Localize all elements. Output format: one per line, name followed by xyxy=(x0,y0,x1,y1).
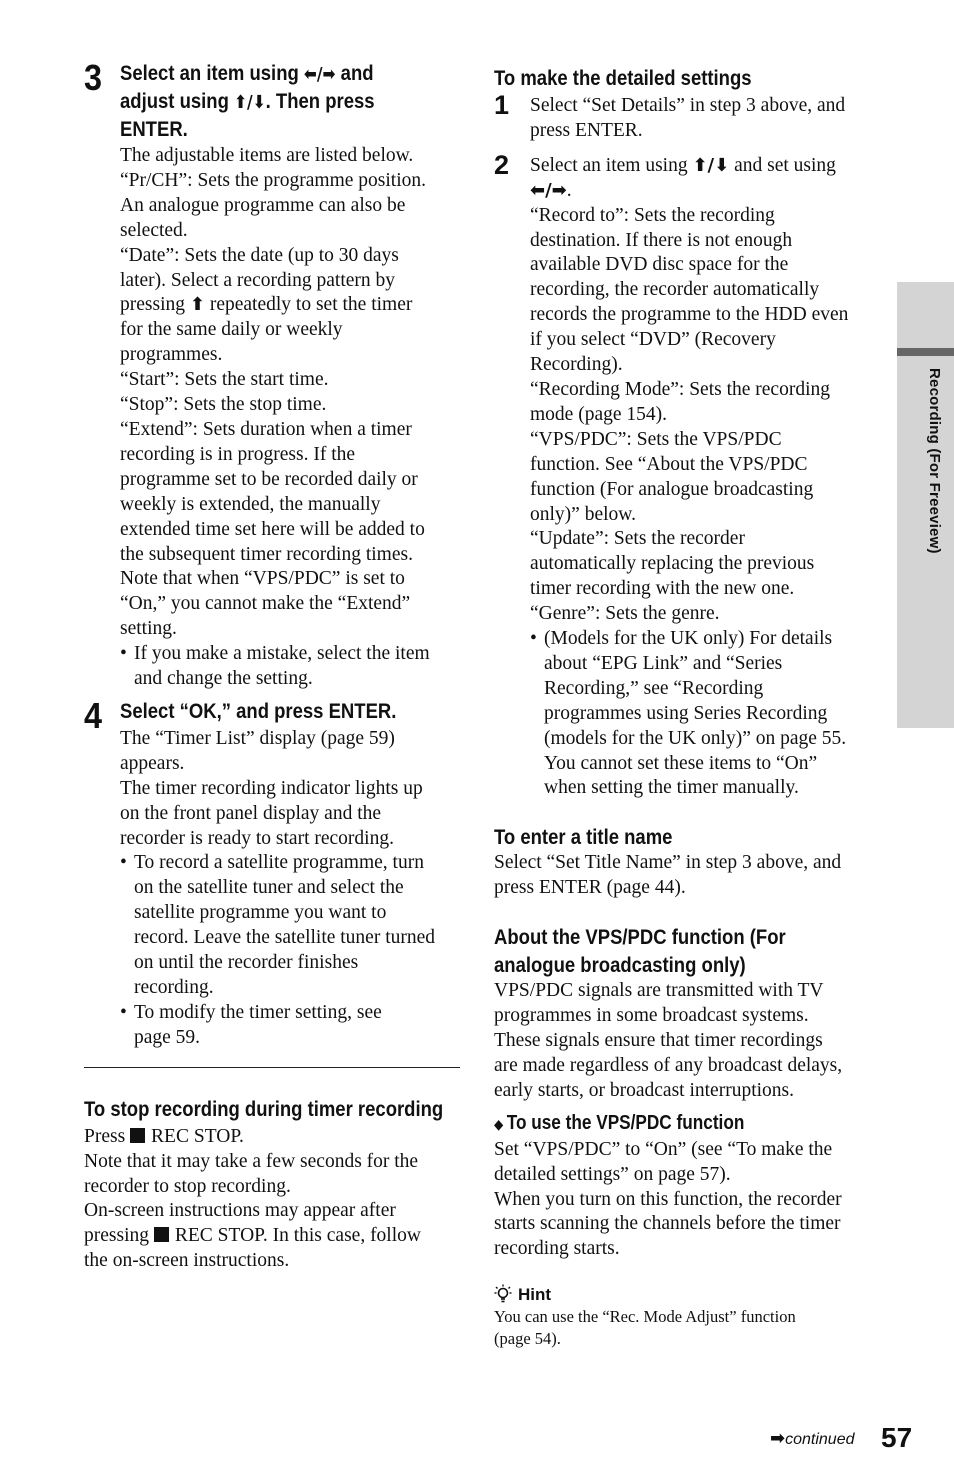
divider xyxy=(84,1067,460,1068)
chapter-tab-bar xyxy=(897,348,954,356)
list-item: • To record a satellite programme, turn on the satellite tuner and select the satellite programme you want to record. Leave the satellite tuner turned on until the recorder finishes recording. xyxy=(120,851,460,1000)
left-right-arrow-icon: ⬅/➡ xyxy=(303,64,336,85)
section-title: To stop recording during timer recording xyxy=(84,1096,444,1121)
step-body: The adjustable items are listed below. “Pr/CH”: Sets the programme position. An analogue programme can also be selected. “Date”: Sets the date (up to 30 days later). Select a recording pattern by pressing ⬆ repeatedly to set the timer for the same daily or weekly programmes. “Start”: Sets the start time. “Stop”: Sets the stop time. “Extend”: Sets duration when a timer recording is in progress. If the programme set to be recorded daily or weekly is extended, the manually extended time set here will be added to the subsequent timer recording times. Note that when “VPS/PDC” is set to “On,” you cannot make the “Extend” setting. • If you make a mistake, select the item and change the setting. xyxy=(120,144,460,692)
step-title: Select “OK,” and press ENTER. xyxy=(120,698,397,723)
section-title: To enter a title name xyxy=(494,825,673,850)
section-title: About the VPS/PDC function (For analogue broadcasting only) xyxy=(494,925,786,978)
right-arrow-icon: ➡ xyxy=(770,1428,786,1449)
page-number: 57 xyxy=(881,1422,913,1453)
hint-section: Hint You can use the “Rec. Mode Adjust” function (page 54). xyxy=(494,1285,796,1349)
step-title: Select an item using ⬅/➡ and adjust using ⬆/⬇. Then press ENTER. xyxy=(120,61,375,141)
chapter-tab xyxy=(897,282,954,728)
section-title: To make the detailed settings xyxy=(494,66,752,90)
stop-icon xyxy=(154,1227,169,1242)
sub-step-2: 2 Select an item using ⬆/⬇ and set using ⬅/➡. “Record to”: Sets the recording destination. If there is not enough available DVD disc space for the recording, the recorder automatically records the programme to the HDD even if you select “DVD” (Recovery Recording). “Recording Mode”: Sets the recording mode (page 154). “VPS/PDC”: Sets the VPS/PDC function. See “About the VPS/PDC function (For analogue broadcasting only)” below. “Update”: Sets the recorder automatically replacing the previous timer recording with the new one. “Genre”: Sets the genre. • (Models for the UK only) For details about “EPG Link” and “Series Recording,” see “Recording programmes using Series Recording (models for the UK only)” on page 55. You cannot set these items to “On” when setting the timer manually. xyxy=(494,154,874,802)
stop-recording-section: To stop recording during timer recording Press REC STOP. Note that it may take a few seconds for the recorder to stop recording. On-screen instructions may appear after pressing REC STOP. In this case, follow the on-screen instructions. xyxy=(84,1096,444,1272)
step-number: 2 xyxy=(494,149,510,180)
left-column xyxy=(84,50,460,1274)
step-number: 3 xyxy=(84,57,103,98)
title-name-section: To enter a title name Select “Set Title Name” in step 3 above, and press ENTER (page 44). xyxy=(494,825,842,899)
left-right-arrow-icon: ⬅/➡ xyxy=(530,179,567,201)
lightbulb-icon xyxy=(494,1284,512,1304)
up-arrow-icon: ⬆ xyxy=(189,294,205,316)
list-item: • (Models for the UK only) For details about “EPG Link” and “Series Recording,” see “Recording programmes using Series Recording (models for the UK only)” on page 55. You cannot set these items to “On” when setting the timer manually. xyxy=(530,627,874,801)
list-item: • If you make a mistake, select the item and change the setting. xyxy=(120,642,460,692)
subsection-title: ◆ To use the VPS/PDC function xyxy=(494,1111,745,1134)
sub-step-1: 1 Select “Set Details” in step 3 above, and press ENTER. xyxy=(494,90,846,141)
diamond-icon: ◆ xyxy=(494,1116,504,1133)
step-3 xyxy=(84,57,460,692)
step-number: 1 xyxy=(494,90,510,120)
step-4 xyxy=(84,694,460,1051)
vps-pdc-section: About the VPS/PDC function (For analogue broadcasting only) VPS/PDC signals are transmitted with TV programmes in some broadcast systems. These signals ensure that timer recordings are made regardless of any broadcast delays, early starts, or broadcast interruptions. ◆ To use the VPS/PDC function Set “VPS/PDC” to “On” (see “To make the detailed settings” on page 57). When you turn on this function, the recorder starts scanning the channels before the timer recording starts. xyxy=(494,925,843,1260)
up-down-arrow-icon: ⬆/⬇ xyxy=(234,92,266,113)
up-down-arrow-icon: ⬆/⬇ xyxy=(692,154,730,176)
list-item: • To modify the timer setting, see page 59. xyxy=(120,1001,460,1051)
chapter-tab-label: Recording (For Freeview) xyxy=(926,368,943,554)
hint-label: Hint xyxy=(518,1285,552,1305)
detailed-settings-section xyxy=(494,64,874,801)
step-number: 4 xyxy=(84,694,103,736)
step-body: The “Timer List” display (page 59) appears. The timer recording indicator lights up on the front panel display and the recorder is ready to start recording. • To record a satellite programme, turn on the satellite tuner and select the satellite programme you want to record. Leave the satellite tuner turned on until the recorder finishes recording. • To modify the timer setting, see page 59. xyxy=(120,727,460,1051)
continued-note: ➡continued xyxy=(770,1428,855,1449)
stop-icon xyxy=(130,1128,145,1143)
right-column xyxy=(494,50,874,1350)
